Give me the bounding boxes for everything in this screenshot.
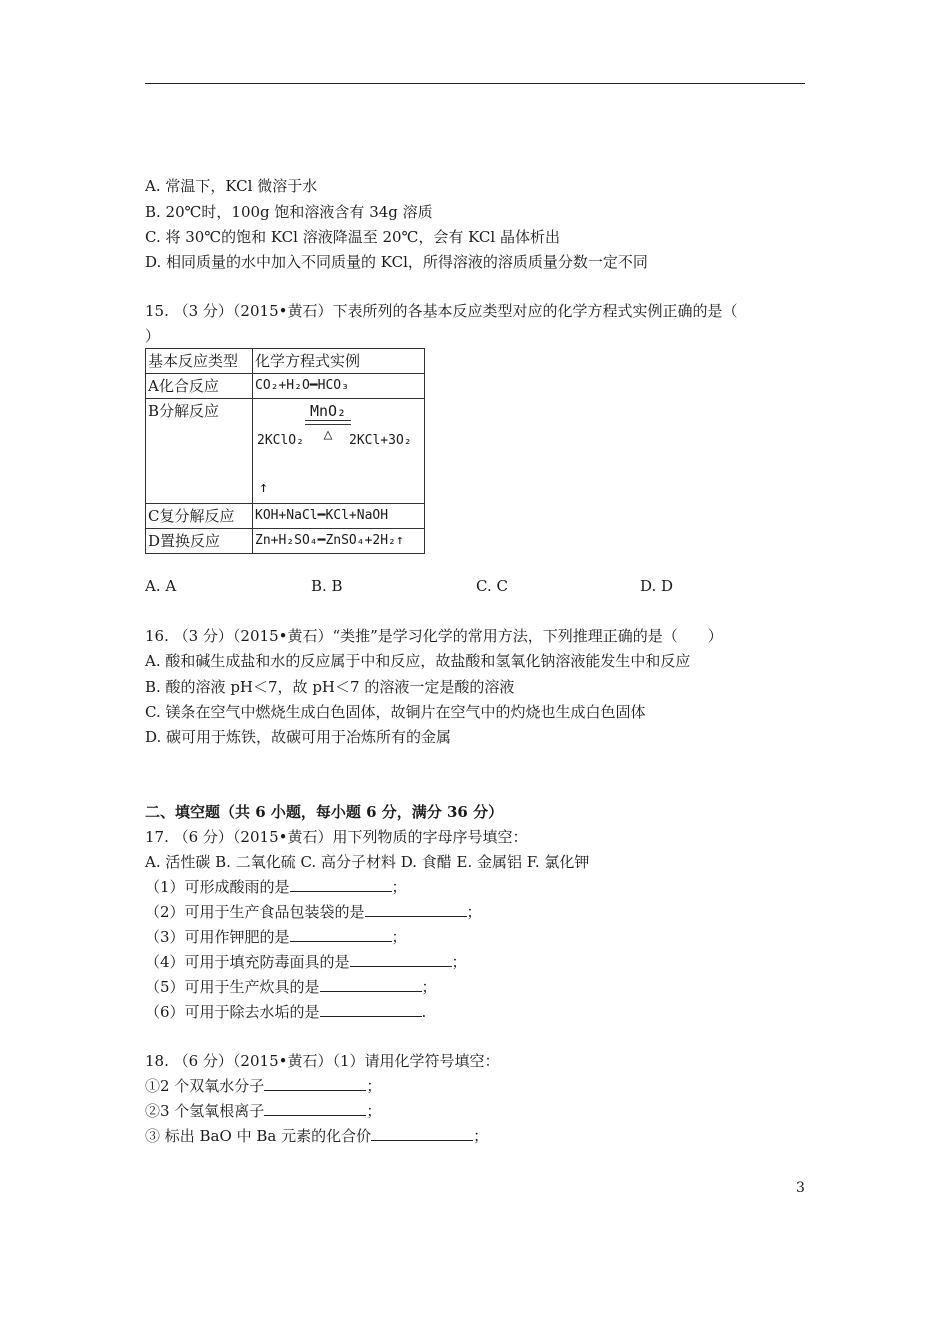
q16-option-b: B. 酸的溶液 pH＜7，故 pH＜7 的溶液一定是酸的溶液	[145, 678, 515, 696]
row-type: 分解反应	[159, 402, 220, 420]
item-text: （6）可用于除去水垢的是	[145, 1003, 320, 1021]
section-title: 二、填空题（共 6 小题，每小题 6 分，满分 36 分）	[145, 803, 504, 821]
q18-item	[145, 1076, 381, 1096]
q16-option-c: C. 镁条在空气中燃烧生成白色固体，故铜片在空气中的灼烧也生成白色固体	[145, 703, 646, 721]
table-row	[146, 529, 425, 554]
q17-item	[145, 877, 407, 897]
answer-blank[interactable]	[264, 1101, 366, 1116]
q15-options	[145, 577, 685, 597]
row-letter: D	[148, 532, 161, 550]
eq-left: 2KClO₂	[257, 433, 304, 448]
q17-item	[145, 952, 467, 972]
eq-right: 2KCl+3O₂	[349, 433, 412, 448]
item-text: （5）可用于生产炊具的是	[145, 978, 320, 996]
row-equation: CO₂+H₂O━HCO₃	[253, 374, 425, 399]
q16-option-a: A. 酸和碱生成盐和水的反应属于中和反应，故盐酸和氢氧化钠溶液能发生中和反应	[145, 652, 691, 670]
table-header-type: 基本反应类型	[146, 349, 253, 374]
table-row	[146, 374, 425, 399]
q15-option-b: B. B	[311, 577, 343, 595]
answer-blank[interactable]	[320, 1002, 422, 1017]
q17-item	[145, 927, 407, 947]
row-type: 置换反应	[160, 532, 221, 550]
item-text: （3）可用作钾肥的是	[145, 928, 290, 946]
row-equation: KOH+NaCl━KCl+NaOH	[253, 504, 425, 529]
answer-blank[interactable]	[371, 1126, 473, 1141]
q14-option-a: A. 常温下，KCl 微溶于水	[145, 177, 318, 195]
row-letter: A	[148, 377, 159, 395]
item-end: ；	[421, 978, 437, 996]
answer-blank[interactable]	[290, 877, 392, 892]
q17-stem: 17. （6 分）（2015•黄石）用下列物质的字母序号填空：	[145, 828, 528, 846]
q15-option-d: D. D	[640, 577, 674, 595]
q17-item	[145, 902, 482, 922]
item-text: ③ 标出 BaO 中 Ba 元素的化合价	[145, 1127, 372, 1145]
answer-blank[interactable]	[320, 977, 422, 992]
table-header-equation: 化学方程式实例	[253, 349, 425, 374]
item-text: （1）可形成酸雨的是	[145, 878, 290, 896]
q18-item	[145, 1101, 381, 1121]
heat-condition: △	[323, 425, 333, 443]
q18-stem: 18. （6 分）（2015•黄石）（1）请用化学符号填空：	[145, 1052, 500, 1070]
q18-item	[145, 1126, 488, 1146]
answer-blank[interactable]	[350, 952, 452, 967]
q17-choices: A. 活性碳 B. 二氧化硫 C. 高分子材料 D. 食醋 E. 金属铝 F. 氯化钾	[145, 853, 590, 871]
item-end: ；	[391, 878, 407, 896]
answer-blank[interactable]	[290, 927, 392, 942]
q16-option-d: D. 碳可用于炼铁，故碳可用于冶炼所有的金属	[145, 728, 452, 746]
answer-blank[interactable]	[264, 1076, 366, 1091]
row-type: 化合反应	[158, 377, 219, 395]
item-end: ；	[451, 953, 467, 971]
q17-item	[145, 977, 437, 997]
row-letter: C	[148, 507, 160, 525]
item-end: ；	[366, 1077, 382, 1095]
row-letter: B	[148, 402, 160, 420]
q15-stem-tail: ）	[145, 327, 161, 345]
item-end: .	[421, 1003, 427, 1021]
item-end: ；	[466, 903, 482, 921]
row-type: 复分解反应	[159, 507, 235, 525]
table-row	[146, 504, 425, 529]
item-text: ①2 个双氧水分子	[145, 1077, 265, 1095]
q14-option-b: B. 20℃时，100g 饱和溶液含有 34g 溶质	[145, 203, 433, 221]
answer-blank[interactable]	[365, 902, 467, 917]
reaction-table	[145, 348, 425, 554]
page-number: 3	[796, 1180, 805, 1196]
item-text: （2）可用于生产食品包装袋的是	[145, 903, 365, 921]
q15-option-c: C. C	[476, 577, 508, 595]
q15-option-a: A. A	[145, 577, 177, 595]
q17-item	[145, 1002, 426, 1022]
item-text: （4）可用于填充防毒面具的是	[145, 953, 350, 971]
gas-arrow-icon: ↑	[259, 478, 269, 496]
item-text: ②3 个氢氧根离子	[145, 1102, 265, 1120]
q16-stem: 16. （3 分）（2015•黄石）“类推”是学习化学的常用方法，下列推理正确的是（ ）	[145, 627, 723, 645]
row-equation: Zn+H₂SO₄━ZnSO₄+2H₂↑	[253, 529, 425, 554]
table-row	[146, 399, 425, 504]
item-end: ；	[473, 1127, 489, 1145]
item-end: ；	[366, 1102, 382, 1120]
q14-option-d: D. 相同质量的水中加入不同质量的 KCl，所得溶液的溶质质量分数一定不同	[145, 253, 648, 271]
row-equation	[253, 399, 425, 504]
item-end: ；	[391, 928, 407, 946]
header-rule	[145, 83, 805, 84]
catalyst-label: MnO₂	[309, 402, 347, 420]
q15-stem: 15. （3 分）（2015•黄石）下表所列的各基本反应类型对应的化学方程式实例正确的是（	[145, 302, 738, 320]
q14-option-c: C. 将 30℃的饱和 KCl 溶液降温至 20℃，会有 KCl 晶体析出	[145, 228, 560, 246]
